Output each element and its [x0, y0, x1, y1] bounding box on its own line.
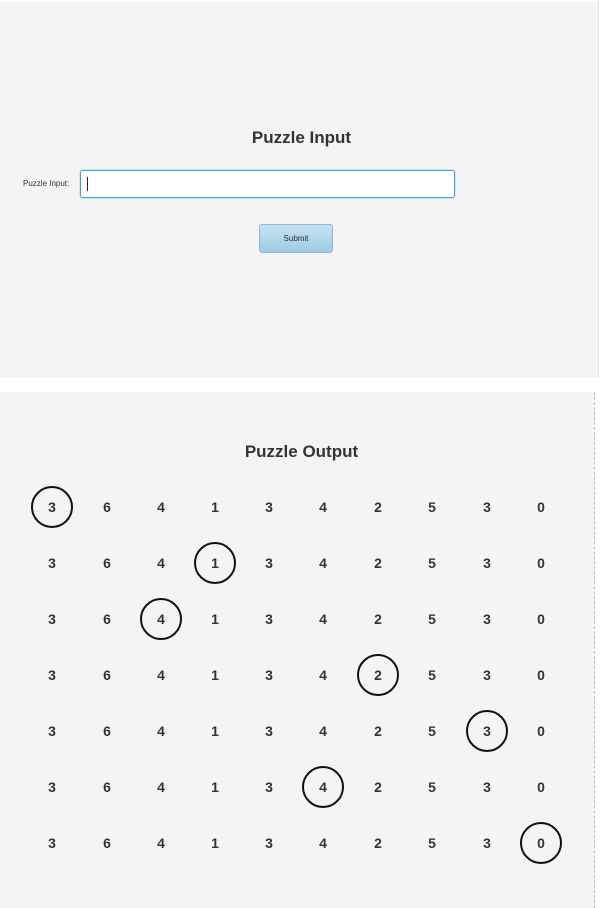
circled-cell: 3 — [31, 486, 73, 528]
grid-cell: 3 — [265, 499, 273, 515]
grid-cell: 5 — [428, 499, 436, 515]
grid-cell: 1 — [211, 499, 219, 515]
grid-cell: 4 — [157, 555, 165, 571]
puzzle-input-title: Puzzle Input — [251, 128, 352, 147]
grid-cell: 1 — [211, 667, 219, 683]
grid-cell: 3 — [483, 835, 491, 851]
grid-cell: 5 — [428, 779, 436, 795]
circled-cell: 1 — [194, 542, 236, 584]
grid-cell: 2 — [374, 723, 382, 739]
grid-cell: 3 — [48, 667, 56, 683]
grid-cell: 4 — [157, 835, 165, 851]
grid-cell: 4 — [157, 499, 165, 515]
puzzle-input-label: Puzzle Input: — [23, 179, 70, 188]
grid-cell: 3 — [48, 555, 56, 571]
grid-cell: 6 — [103, 667, 111, 683]
grid-cell: 4 — [319, 835, 327, 851]
grid-cell: 4 — [319, 723, 327, 739]
grid-cell: 0 — [537, 555, 545, 571]
grid-cell: 4 — [319, 555, 327, 571]
grid-cell: 3 — [483, 611, 491, 627]
grid-cell: 3 — [265, 555, 273, 571]
grid-cell: 3 — [483, 555, 491, 571]
grid-cell: 3 — [265, 667, 273, 683]
grid-cell: 1 — [211, 611, 219, 627]
grid-cell: 3 — [483, 499, 491, 515]
grid-cell: 3 — [48, 611, 56, 627]
grid-cell: 0 — [537, 779, 545, 795]
grid-cell: 6 — [103, 555, 111, 571]
circled-cell: 0 — [520, 822, 562, 864]
grid-cell: 4 — [319, 499, 327, 515]
grid-cell: 1 — [211, 835, 219, 851]
grid-cell: 3 — [48, 779, 56, 795]
panel-divider — [0, 378, 603, 392]
grid-cell: 0 — [537, 667, 545, 683]
grid-cell: 5 — [428, 611, 436, 627]
grid-cell: 4 — [319, 667, 327, 683]
grid-cell: 3 — [48, 723, 56, 739]
grid-cell: 0 — [537, 611, 545, 627]
grid-cell: 0 — [537, 499, 545, 515]
grid-cell: 5 — [428, 555, 436, 571]
grid-cell: 6 — [103, 723, 111, 739]
puzzle-output-title: Puzzle Output — [244, 442, 359, 461]
grid-cell: 3 — [265, 611, 273, 627]
grid-cell: 2 — [374, 555, 382, 571]
grid-cell: 1 — [211, 723, 219, 739]
grid-cell: 4 — [319, 611, 327, 627]
scrollbar-edge[interactable] — [594, 392, 598, 908]
grid-cell: 3 — [265, 835, 273, 851]
grid-cell: 5 — [428, 667, 436, 683]
grid-cell: 2 — [374, 499, 382, 515]
grid-cell: 2 — [374, 779, 382, 795]
grid-cell: 5 — [428, 835, 436, 851]
circled-cell: 3 — [466, 710, 508, 752]
grid-cell: 3 — [48, 835, 56, 851]
grid-cell: 6 — [103, 835, 111, 851]
grid-cell: 5 — [428, 723, 436, 739]
text-caret — [87, 177, 88, 191]
grid-cell: 6 — [103, 779, 111, 795]
grid-cell: 2 — [374, 611, 382, 627]
circled-cell: 2 — [357, 654, 399, 696]
grid-cell: 3 — [265, 723, 273, 739]
puzzle-input-field[interactable] — [80, 170, 455, 198]
grid-cell: 4 — [157, 667, 165, 683]
grid-cell: 6 — [103, 611, 111, 627]
grid-cell: 3 — [483, 779, 491, 795]
submit-button[interactable]: Submit — [259, 224, 333, 253]
circled-cell: 4 — [302, 766, 344, 808]
grid-cell: 4 — [157, 779, 165, 795]
grid-cell: 1 — [211, 779, 219, 795]
grid-cell: 0 — [537, 723, 545, 739]
grid-cell: 3 — [483, 667, 491, 683]
grid-cell: 6 — [103, 499, 111, 515]
grid-cell: 2 — [374, 835, 382, 851]
circled-cell: 4 — [140, 598, 182, 640]
grid-cell: 4 — [157, 723, 165, 739]
grid-cell: 3 — [265, 779, 273, 795]
